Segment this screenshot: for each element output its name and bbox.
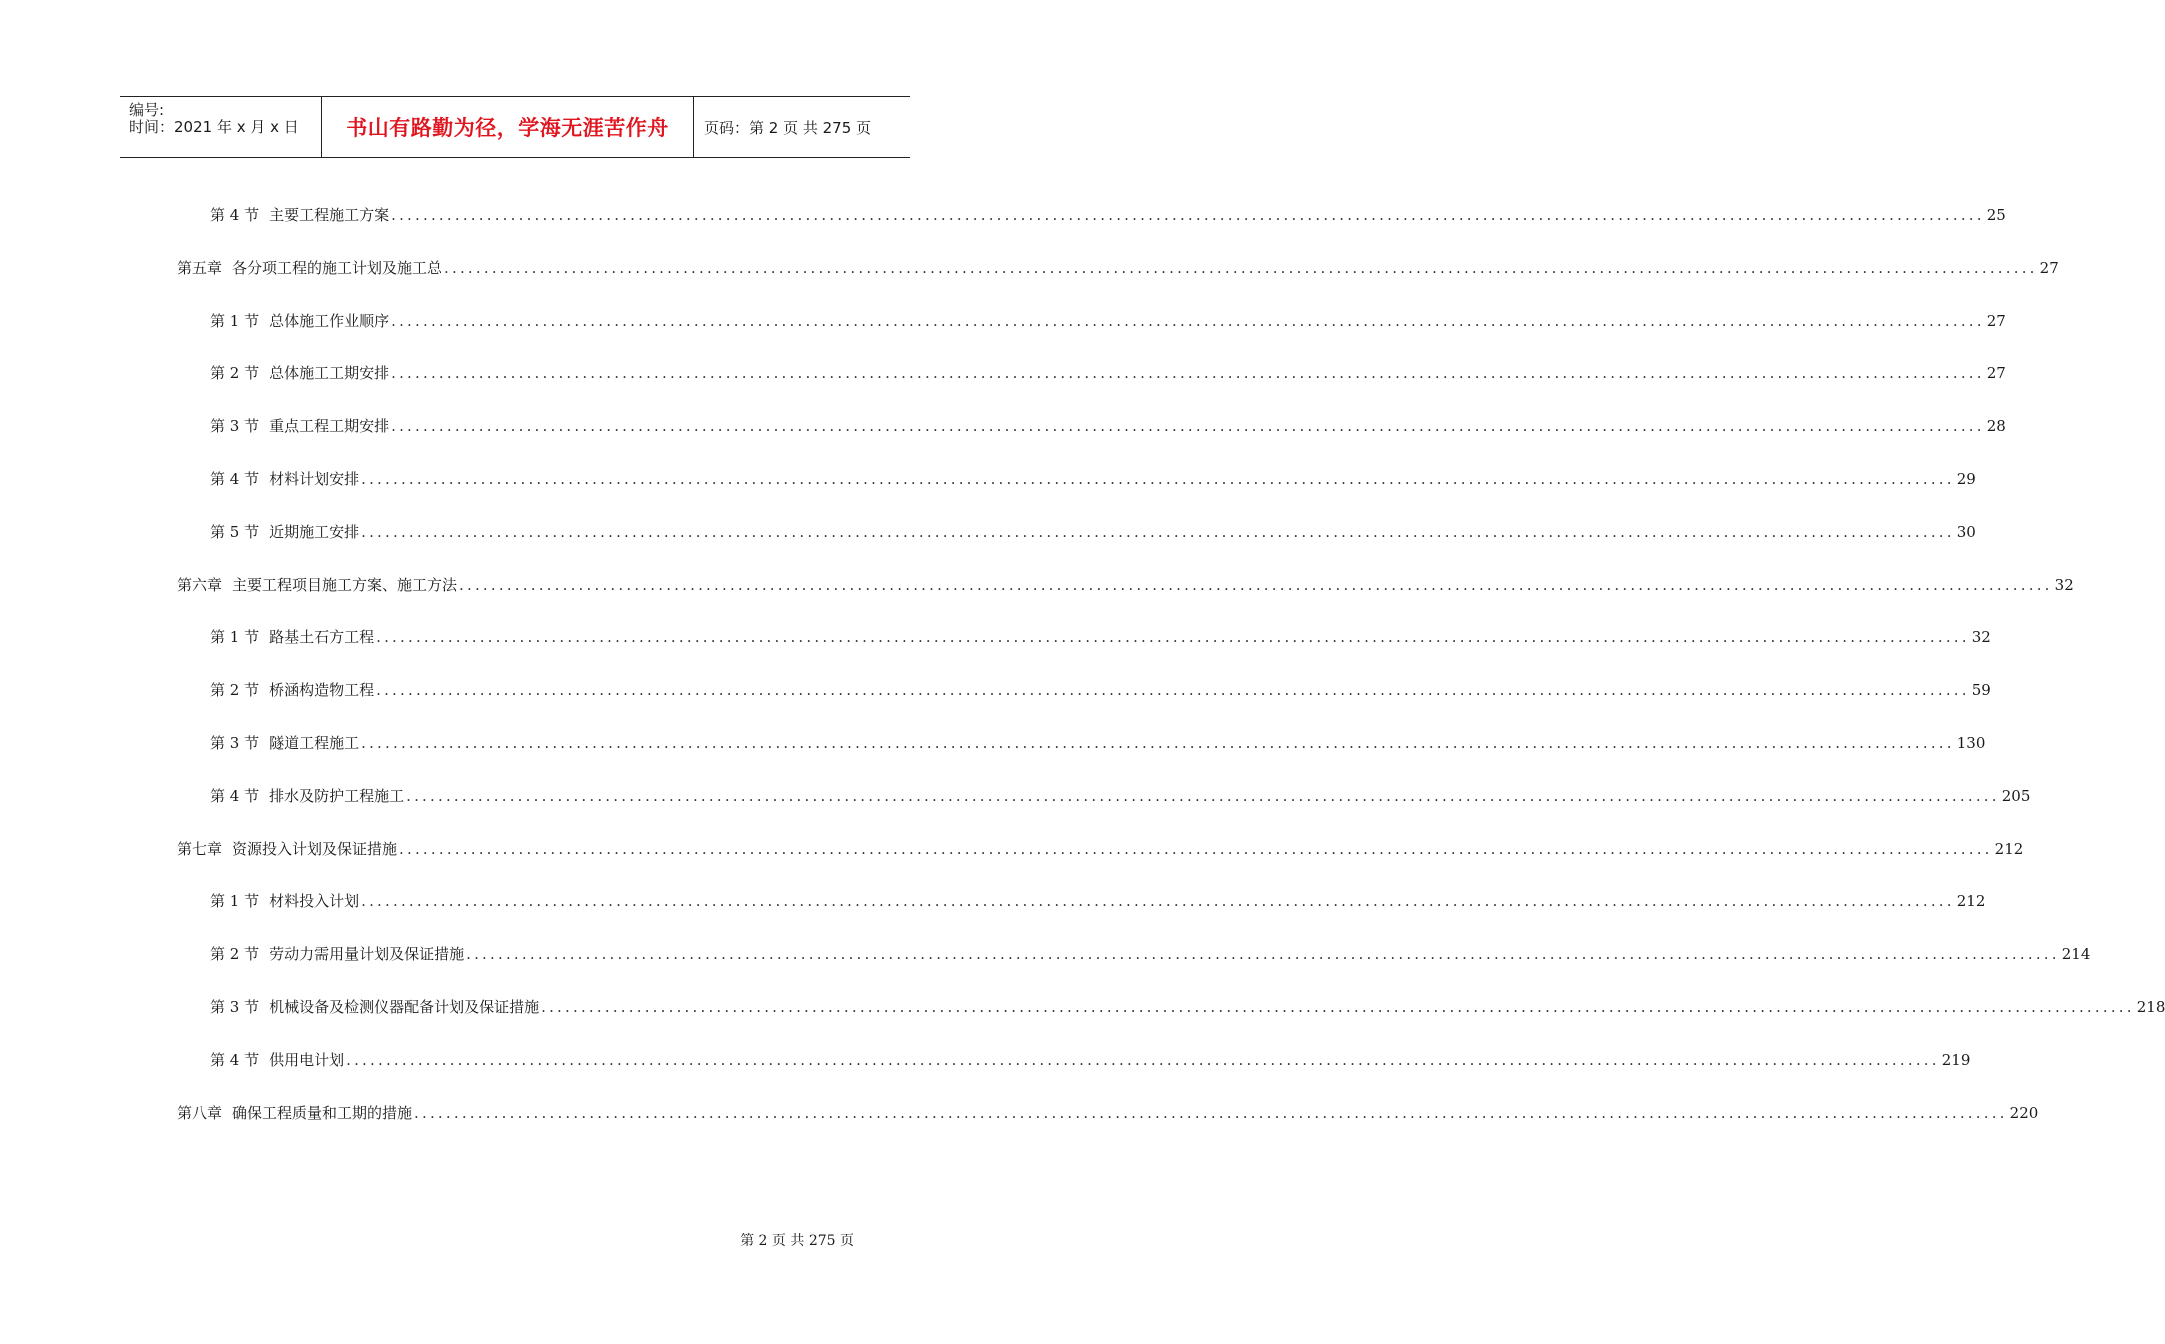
toc-entry-page: 214 [2061, 945, 2091, 963]
toc-dot-leader: ........................................................................................................................................................................................................ [361, 734, 1955, 752]
toc-dot-leader: ........................................................................................................................................................................................................ [391, 417, 1985, 435]
toc-entry-label [210, 997, 539, 1017]
toc-entry-label [210, 786, 404, 806]
toc-entry-label [210, 680, 374, 700]
toc-entry[interactable] [210, 1050, 1971, 1070]
toc-entry-number: 第 2 节 [210, 945, 260, 963]
toc-dot-leader: ........................................................................................................................................................................................................ [541, 998, 2135, 1016]
toc-entry-label [210, 733, 359, 753]
toc-entry-number: 第 3 节 [210, 417, 260, 435]
toc-entry-label [210, 944, 464, 964]
toc-entry[interactable] [210, 205, 2006, 225]
toc-entry[interactable] [210, 363, 2006, 383]
toc-entry-page: 32 [1971, 628, 1991, 646]
toc-entry-title: 总体施工工期安排 [269, 364, 390, 382]
toc-entry-page: 219 [1941, 1051, 1971, 1069]
toc-entry-title: 重点工程工期安排 [269, 417, 390, 435]
toc-dot-leader: ........................................................................................................................................................................................................ [414, 1104, 2008, 1122]
toc-entry-page: 27 [1986, 312, 2006, 330]
toc-entry[interactable] [210, 786, 2031, 806]
toc-entry[interactable] [210, 416, 2006, 436]
toc-dot-leader: ........................................................................................................................................................................................................ [361, 523, 1955, 541]
toc-entry-page: 212 [1956, 892, 1986, 910]
toc-entry[interactable] [177, 575, 2074, 595]
toc-dot-leader: ........................................................................................................................................................................................................ [391, 312, 1985, 330]
toc-entry-page: 27 [1986, 364, 2006, 382]
toc-entry[interactable] [210, 522, 1976, 542]
toc-entry-number: 第 4 节 [210, 1051, 260, 1069]
toc-entry-label [177, 258, 442, 278]
toc-entry[interactable] [210, 311, 2006, 331]
toc-entry-page: 30 [1956, 523, 1976, 541]
toc-entry-page: 32 [2054, 576, 2074, 594]
toc-entry-number: 第五章 [177, 259, 223, 277]
toc-dot-leader: ........................................................................................................................................................................................................ [376, 628, 1970, 646]
toc-entry-label [210, 469, 359, 489]
toc-entry-label [210, 891, 359, 911]
toc-entry[interactable] [210, 944, 2091, 964]
toc-entry-page: 27 [2039, 259, 2059, 277]
toc-entry-title: 材料计划安排 [269, 470, 360, 488]
toc-dot-leader: ........................................................................................................................................................................................................ [391, 206, 1985, 224]
toc-entry[interactable] [210, 627, 1991, 647]
toc-entry-number: 第 3 节 [210, 998, 260, 1016]
toc-entry-title: 路基土石方工程 [269, 628, 375, 646]
toc-entry-title: 排水及防护工程施工 [269, 787, 405, 805]
toc-entry-page: 25 [1986, 206, 2006, 224]
toc-entry-number: 第六章 [177, 576, 223, 594]
toc-entry[interactable] [210, 891, 1986, 911]
toc-entry-page: 205 [2001, 787, 2031, 805]
toc-entry-page: 130 [1956, 734, 1986, 752]
toc-entry-title: 确保工程质量和工期的措施 [232, 1104, 413, 1122]
toc-entry[interactable] [210, 469, 1976, 489]
toc-entry-title: 劳动力需用量计划及保证措施 [269, 945, 465, 963]
toc-entry-label [177, 1103, 412, 1123]
toc-entry-number: 第 4 节 [210, 470, 260, 488]
toc-dot-leader: ........................................................................................................................................................................................................ [459, 576, 2053, 594]
toc-dot-leader: ........................................................................................................................................................................................................ [466, 945, 2060, 963]
toc-entry-title: 机械设备及检测仪器配备计划及保证措施 [269, 998, 540, 1016]
toc-entry-number: 第 1 节 [210, 312, 260, 330]
toc-entry-number: 第 5 节 [210, 523, 260, 541]
toc-entry[interactable] [210, 680, 1991, 700]
toc-entry-page: 59 [1971, 681, 1991, 699]
toc-entry[interactable] [210, 733, 1986, 753]
toc-dot-leader: ........................................................................................................................................................................................................ [376, 681, 1970, 699]
toc-entry[interactable] [177, 839, 2024, 859]
toc-dot-leader: ........................................................................................................................................................................................................ [361, 892, 1955, 910]
toc-entry[interactable] [210, 997, 2165, 1017]
toc-dot-leader: ........................................................................................................................................................................................................ [391, 364, 1985, 382]
header-meta-cell [120, 97, 322, 157]
toc-entry-number: 第 4 节 [210, 206, 260, 224]
toc-entry-label [210, 311, 389, 331]
toc-dot-leader: ........................................................................................................................................................................................................ [361, 470, 1955, 488]
toc-entry-label [210, 205, 389, 225]
document-number-label: 编号: [129, 101, 165, 119]
toc-entry-number: 第 1 节 [210, 628, 260, 646]
toc-entry-number: 第 3 节 [210, 734, 260, 752]
toc-entry-number: 第 1 节 [210, 892, 260, 910]
header-page-info: 页码：第 2 页 共 275 页 [704, 118, 872, 137]
toc-dot-leader: ........................................................................................................................................................................................................ [406, 787, 2000, 805]
toc-entry-number: 第七章 [177, 840, 223, 858]
toc-entry-label [210, 522, 359, 542]
toc-entry-title: 桥涵构造物工程 [269, 681, 375, 699]
toc-entry-title: 隧道工程施工 [269, 734, 360, 752]
toc-entry[interactable] [177, 1103, 2039, 1123]
toc-entry-page: 218 [2136, 998, 2165, 1016]
toc-entry-title: 总体施工作业顺序 [269, 312, 390, 330]
toc-entry-number: 第八章 [177, 1104, 223, 1122]
toc-entry-page: 212 [1994, 840, 2024, 858]
document-header [120, 96, 910, 158]
toc-entry-page: 220 [2009, 1104, 2039, 1122]
toc-entry-title: 主要工程施工方案 [269, 206, 390, 224]
toc-entry-label [210, 627, 374, 647]
toc-entry-title: 近期施工安排 [269, 523, 360, 541]
toc-entry-title: 主要工程项目施工方案、施工方法 [232, 576, 458, 594]
toc-entry-title: 材料投入计划 [269, 892, 360, 910]
toc-entry-title: 资源投入计划及保证措施 [232, 840, 398, 858]
document-time-label: 时间：2021 年 x 月 x 日 [129, 118, 299, 136]
toc-entry[interactable] [177, 258, 2059, 278]
toc-entry-label [177, 575, 457, 595]
toc-dot-leader: ........................................................................................................................................................................................................ [346, 1051, 1940, 1069]
toc-dot-leader: ........................................................................................................................................................................................................ [444, 259, 2038, 277]
toc-entry-label [210, 416, 389, 436]
toc-entry-page: 29 [1956, 470, 1976, 488]
toc-entry-label [177, 839, 397, 859]
toc-dot-leader: ........................................................................................................................................................................................................ [399, 840, 1993, 858]
toc-entry-number: 第 2 节 [210, 364, 260, 382]
page-footer: 第 2 页 共 275 页 [740, 1233, 854, 1249]
toc-entry-title: 各分项工程的施工计划及施工总 [232, 259, 443, 277]
toc-entry-page: 28 [1986, 417, 2006, 435]
header-motto: 书山有路勤为径，学海无涯苦作舟 [322, 97, 694, 157]
toc-entry-label [210, 363, 389, 383]
toc-entry-label [210, 1050, 344, 1070]
toc-entry-number: 第 2 节 [210, 681, 260, 699]
toc-entry-title: 供用电计划 [269, 1051, 345, 1069]
toc-entry-number: 第 4 节 [210, 787, 260, 805]
